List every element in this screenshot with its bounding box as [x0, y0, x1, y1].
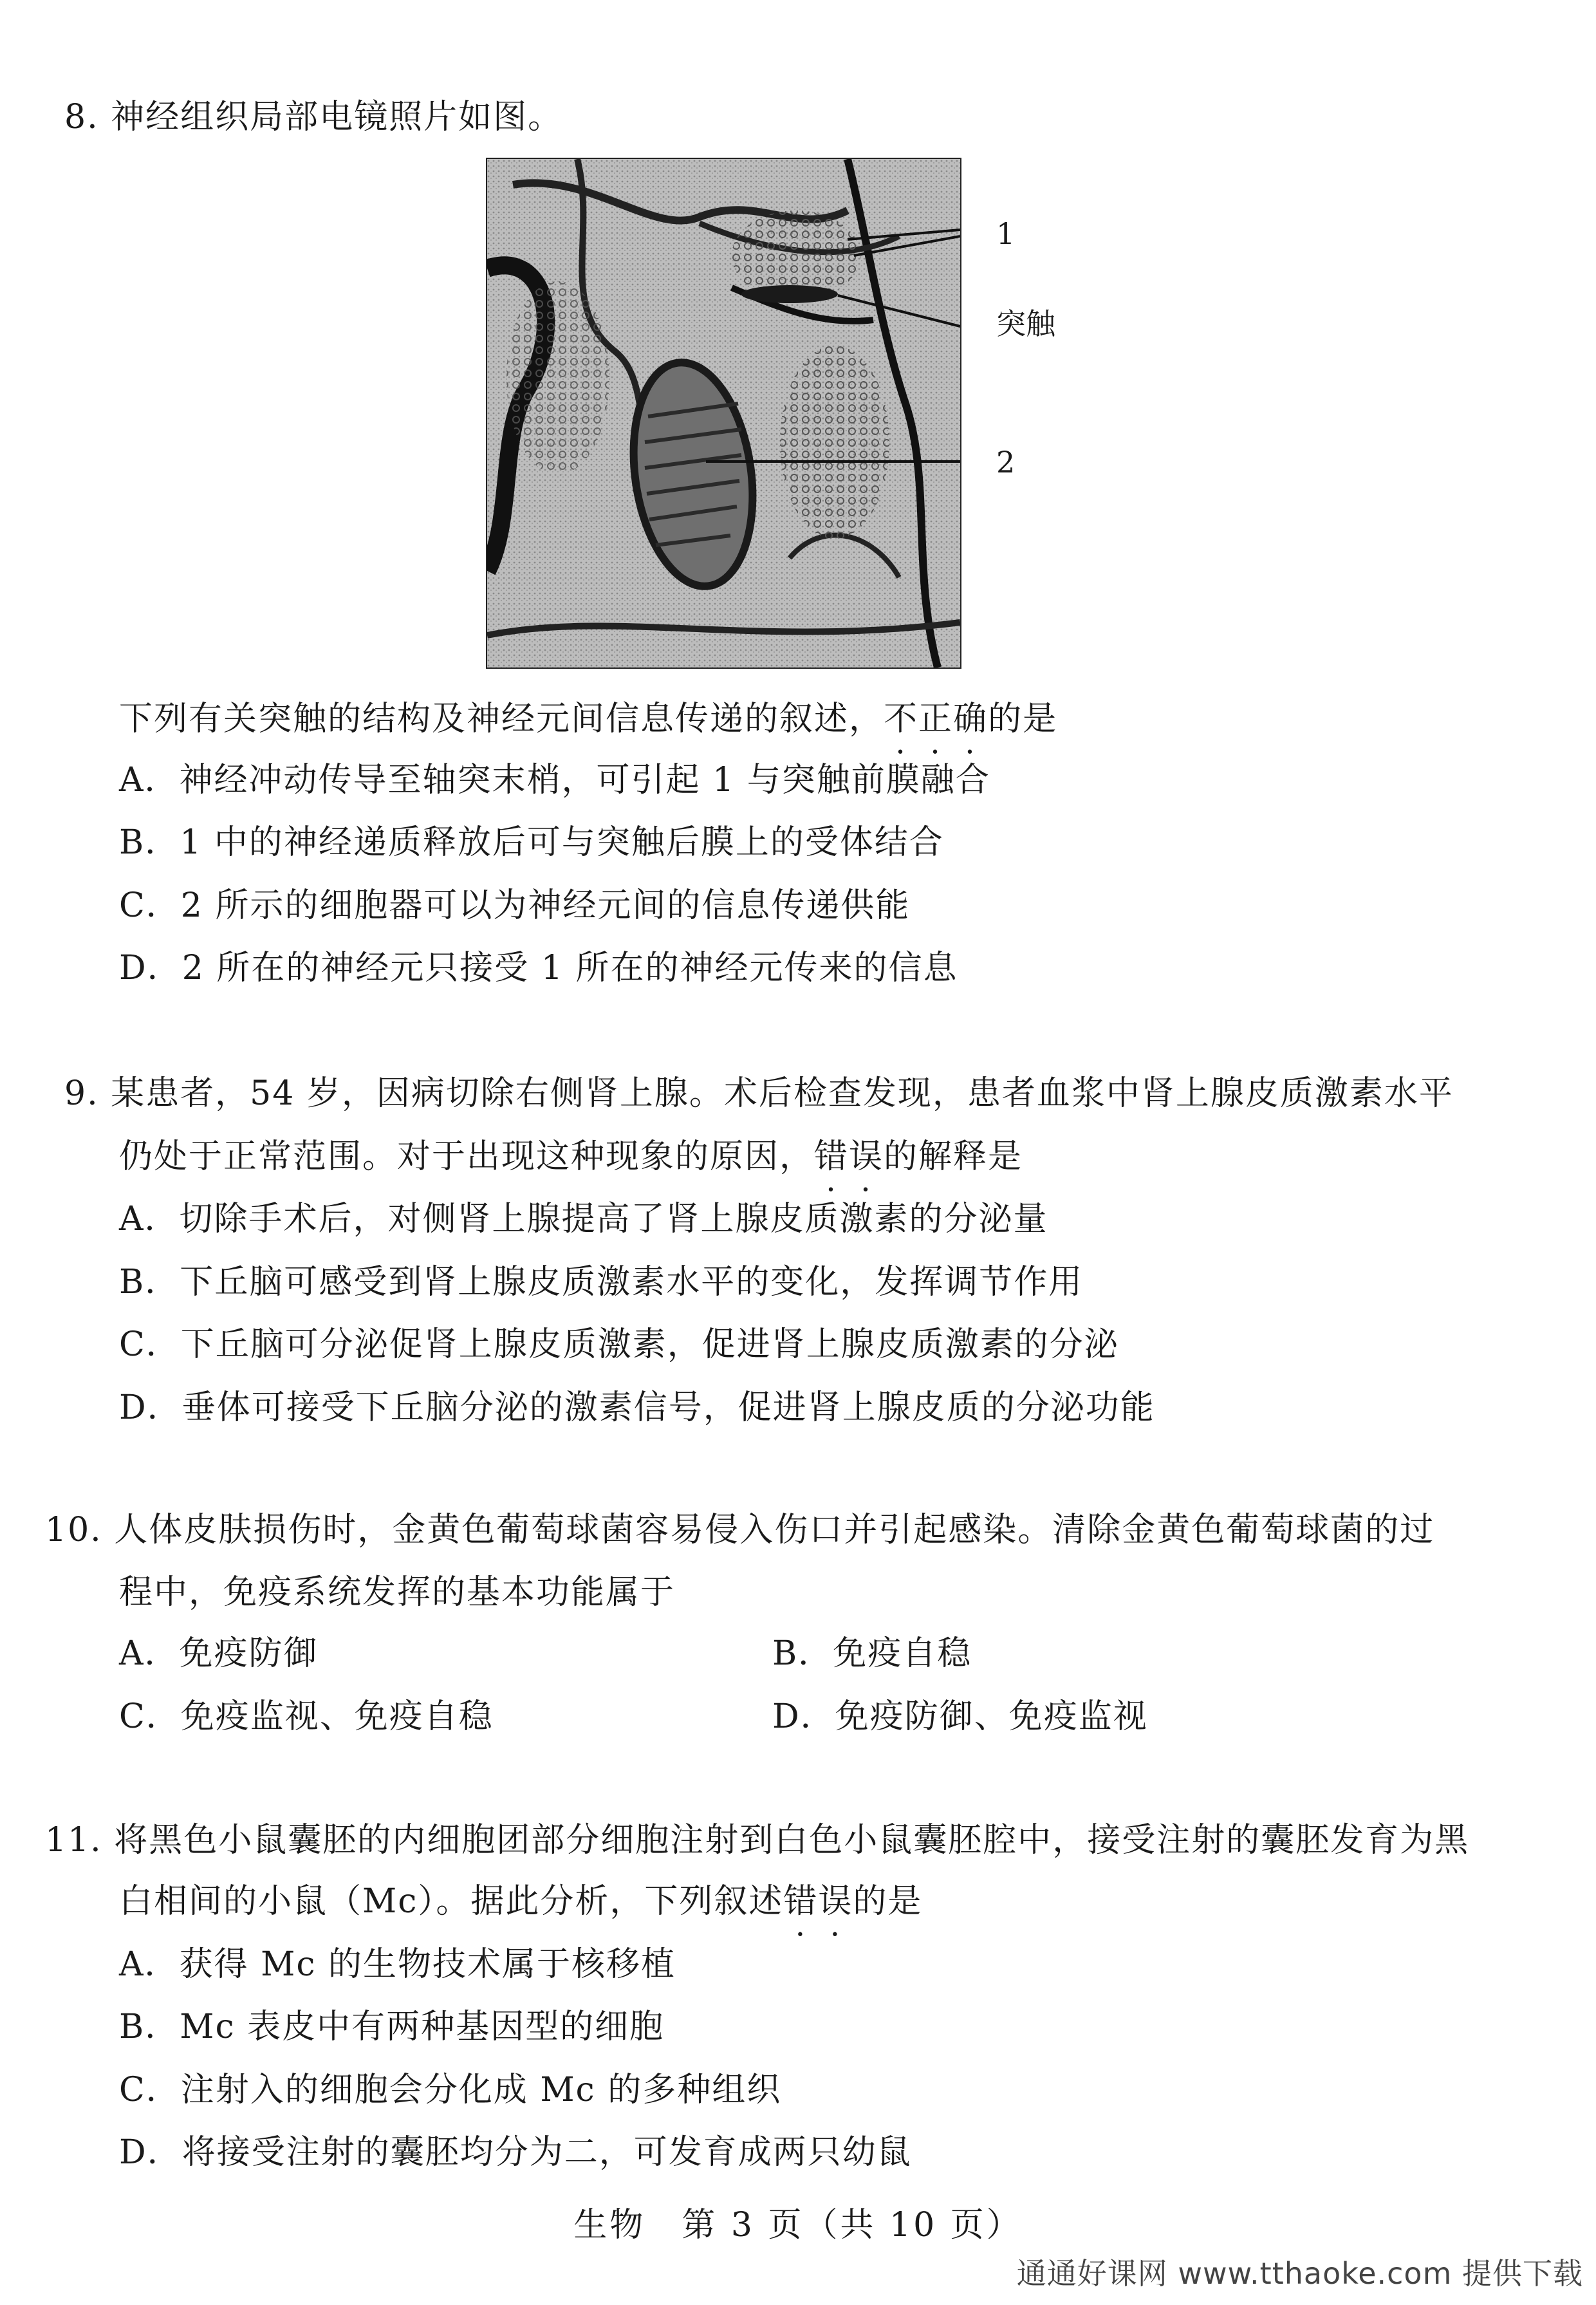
q8-option-b: B．1 中的神经递质释放后可与突触后膜上的受体结合 [119, 823, 944, 862]
q9-option-b: B．下丘脑可感受到肾上腺皮质激素水平的变化，发挥调节作用 [119, 1263, 1084, 1302]
electron-micrograph [486, 158, 961, 669]
q8-question-text: 下列有关突触的结构及神经元间信息传递的叙述， [119, 700, 884, 738]
q11-stem-line2 [119, 1881, 922, 1922]
emphasis-char: 错 [814, 1137, 849, 1176]
watermark: 通通好课网 www.tthaoke.com 提供下载 [1016, 2256, 1583, 2291]
q11-stem-text: 白相间的小鼠（Mc）。据此分析，下列叙述 [119, 1882, 784, 1921]
page-footer: 生物 第 3 页（共 10 页） [573, 2206, 1023, 2244]
emphasis-char: 不 [884, 700, 919, 738]
q9-stem-line1: 9. 某患者，54 岁，因病切除右侧肾上腺。术后检查发现，患者血浆中肾上腺皮质激素水平 [64, 1074, 1454, 1113]
q11-stem-line1: 11. 将黑色小鼠囊胚的内细胞团部分细胞注射到白色小鼠囊胚腔中，接受注射的囊胚发育为黑 [45, 1821, 1470, 1860]
q8-option-d: D．2 所在的神经元只接受 1 所在的神经元传来的信息 [119, 949, 958, 987]
q9-option-a: A．切除手术后，对侧肾上腺提高了肾上腺皮质激素的分泌量 [119, 1200, 1048, 1238]
micrograph-image [487, 159, 960, 667]
figure-label-1: 1 [996, 216, 1016, 251]
emphasis-char: 误 [818, 1882, 853, 1921]
emphasis-char: 错 [783, 1882, 819, 1921]
q10-option-b: B．免疫自稳 [772, 1634, 972, 1673]
q10-option-a: A．免疫防御 [119, 1634, 319, 1673]
emphasis-char: 正 [918, 700, 954, 738]
q9-stem-line2 [119, 1136, 1023, 1177]
q9-stem-text: 仍处于正常范围。对于出现这种现象的原因， [119, 1137, 815, 1176]
q11-stem-end: 的是 [853, 1882, 923, 1921]
q11-option-c: C．注射入的细胞会分化成 Mc 的多种组织 [119, 2071, 782, 2109]
figure-label-synapse: 突触 [996, 306, 1055, 341]
q8-option-c: C．2 所示的细胞器可以为神经元间的信息传递供能 [119, 886, 911, 925]
emphasis-char: 确 [953, 700, 988, 738]
q9-option-d: D．垂体可接受下丘脑分泌的激素信号，促进肾上腺皮质的分泌功能 [119, 1388, 1155, 1427]
q10-stem-line2: 程中，免疫系统发挥的基本功能属于 [119, 1573, 676, 1612]
q8-question [119, 698, 1057, 740]
q8-option-a: A．神经冲动传导至轴突末梢，可引起 1 与突触前膜融合 [119, 761, 990, 799]
q8-stem: 8. 神经组织局部电镜照片如图。 [64, 98, 563, 136]
q9-option-c: C．下丘脑可分泌促肾上腺皮质激素，促进肾上腺皮质激素的分泌 [119, 1325, 1119, 1364]
q10-option-d: D．免疫防御、免疫监视 [772, 1697, 1148, 1736]
figure-label-2: 2 [996, 445, 1016, 480]
q11-option-a: A．获得 Mc 的生物技术属于核移植 [119, 1945, 676, 1984]
q11-option-b: B．Mc 表皮中有两种基因型的细胞 [119, 2008, 665, 2046]
q10-stem-line1: 10. 人体皮肤损伤时，金黄色葡萄球菌容易侵入伤口并引起感染。清除金黄色葡萄球菌的过 [45, 1511, 1435, 1549]
q11-option-d: D．将接受注射的囊胚均分为二，可发育成两只幼鼠 [119, 2133, 912, 2172]
emphasis-char: 误 [849, 1137, 884, 1176]
q8-question-end: 的是 [988, 700, 1058, 738]
q10-option-c: C．免疫监视、免疫自稳 [119, 1697, 494, 1736]
q9-stem-end: 的解释是 [884, 1137, 1023, 1176]
